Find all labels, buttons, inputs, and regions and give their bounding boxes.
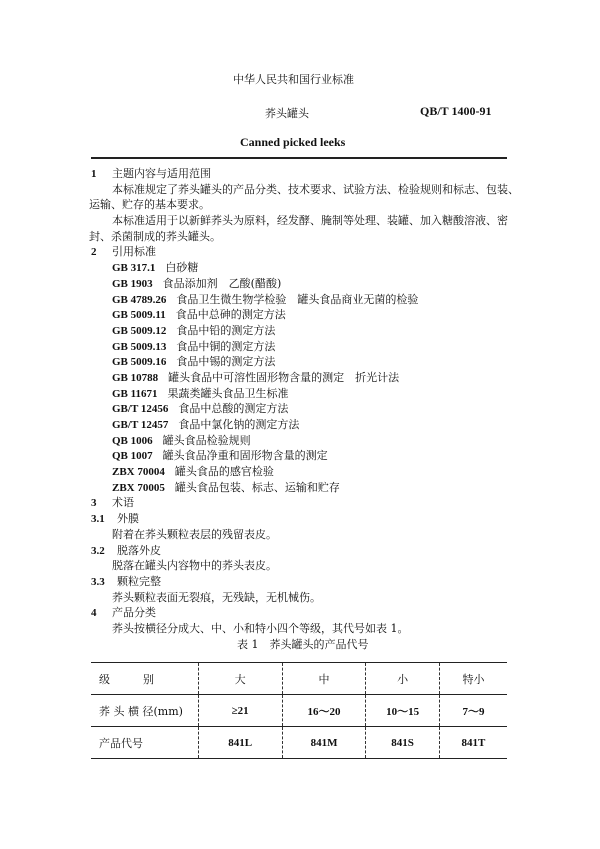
reference-item	[91, 417, 511, 433]
table-cell: 841M	[282, 727, 365, 759]
table-cell: 10～15	[366, 695, 440, 727]
section-4-heading: 4 产品分类	[91, 606, 156, 620]
ref-name: 食品中锡的测定方法	[176, 355, 276, 369]
ref-code: GB/T 12456	[112, 403, 169, 416]
reference-item	[91, 448, 511, 464]
ref-code: GB 10788	[112, 371, 159, 384]
ref-name: 罐头食品包装、标志、运输和贮存	[174, 480, 340, 494]
reference-item	[91, 401, 511, 417]
reference-item	[91, 323, 511, 339]
ref-name: 罐头食品净重和固形物含量的测定	[162, 449, 328, 463]
ref-code: ZBX 70004	[112, 466, 165, 479]
term-heading: 3.1 外膜	[91, 512, 139, 526]
table-cell: 大	[198, 663, 282, 695]
product-code-table	[91, 662, 507, 759]
table-row	[91, 727, 507, 759]
issuing-org: 中华人民共和国行业标准	[233, 73, 354, 86]
table-cell: 841S	[366, 727, 440, 759]
table-row	[91, 695, 507, 727]
reference-item	[91, 260, 511, 276]
ref-name: 果蔬类罐头食品卫生标准	[167, 386, 289, 400]
ref-name: 食品中氯化钠的测定方法	[178, 418, 300, 431]
ref-code: GB 5009.13	[112, 340, 167, 353]
ref-name: 食品添加剂 乙酸(醋酸)	[162, 276, 282, 290]
section-3-heading: 3 术语	[91, 496, 134, 510]
ref-code: QB 1006	[112, 434, 153, 447]
term-definition: 附着在荞头颗粒表层的残留表皮。	[112, 527, 277, 541]
section-1-heading: 1 主题内容与适用范围	[91, 167, 211, 180]
reference-item	[91, 292, 511, 308]
reference-item	[91, 339, 511, 355]
table-cell: 级 别	[91, 663, 198, 695]
reference-item	[91, 386, 511, 402]
ref-code: GB 4789.26	[112, 293, 167, 306]
reference-item	[91, 480, 511, 496]
ref-code: ZBX 70005	[112, 481, 165, 494]
reference-item	[91, 370, 511, 386]
reference-item	[91, 464, 511, 480]
doc-title: 荞头罐头	[265, 107, 309, 120]
ref-code: GB 5009.11	[112, 309, 166, 322]
ref-code: QB 1007	[112, 450, 153, 463]
table-cell: 16～20	[282, 695, 365, 727]
table-cell: 小	[366, 663, 440, 695]
paragraph: 本标准规定了荞头罐头的产品分类、技术要求、试验方法、检验规则和标志、包装、	[112, 182, 519, 196]
ref-name: 食品中总砷的测定方法	[175, 308, 286, 322]
table-cell: 841L	[198, 727, 282, 759]
doc-code: QB/T 1400-91	[420, 104, 492, 118]
paragraph: 荞头按横径分成大、中、小和特小四个等级，其代号如表 1。	[112, 621, 409, 635]
reference-item	[91, 354, 511, 370]
paragraph: 本标准适用于以新鲜荞头为原料，经发酵、腌制等处理、装罐、加入糖酸溶液、密	[112, 214, 508, 228]
ref-code: GB 5009.12	[112, 324, 167, 337]
header-rule	[91, 157, 507, 159]
table-cell: 荞 头 横 径(mm)	[91, 695, 198, 727]
table-caption: 表 1 荞头罐头的产品代号	[237, 637, 369, 651]
ref-code: GB/T 12457	[112, 419, 169, 431]
ref-code: GB 1903	[112, 277, 153, 290]
table-cell: ≥21	[198, 695, 282, 727]
ref-name: 罐头食品中可溶性固形物含量的测定 折光计法	[168, 370, 400, 384]
ref-name: 罐头食品的感官检验	[174, 465, 274, 479]
ref-name: 食品中总酸的测定方法	[178, 402, 289, 416]
paragraph: 封、杀菌制成的荞头罐头。	[89, 229, 221, 243]
table-cell: 产品代号	[91, 727, 198, 759]
table-row	[91, 663, 507, 695]
reference-item	[91, 276, 511, 292]
ref-name: 食品中铅的测定方法	[176, 323, 276, 337]
english-title: Canned picked leeks	[240, 135, 346, 149]
reference-item	[91, 433, 511, 449]
term-heading: 3.3 颗粒完整	[91, 574, 161, 588]
ref-name: 白砂糖	[165, 261, 199, 275]
term-heading: 3.2 脱落外皮	[91, 543, 161, 557]
ref-name: 食品中铜的测定方法	[176, 339, 276, 353]
paragraph: 运输、贮存的基本要求。	[89, 198, 210, 212]
term-definition: 脱落在罐头内容物中的荞头表皮。	[112, 559, 277, 573]
term-definition: 荞头颗粒表面无裂痕，无残缺，无机械伤。	[112, 590, 321, 604]
ref-code: GB 5009.16	[112, 356, 167, 369]
section-2-heading: 2 引用标准	[91, 245, 156, 259]
ref-code: GB 11671	[112, 387, 158, 400]
reference-item	[91, 307, 511, 323]
ref-code: GB 317.1	[112, 262, 156, 275]
table-cell: 中	[282, 663, 365, 695]
document-body	[89, 166, 519, 652]
table-cell: 7～9	[439, 695, 507, 727]
ref-name: 食品卫生微生物学检验 罐头食品商业无菌的检验	[176, 292, 419, 306]
table-cell: 特小	[439, 663, 507, 695]
table-cell: 841T	[439, 727, 507, 759]
ref-name: 罐头食品检验规则	[162, 433, 251, 447]
